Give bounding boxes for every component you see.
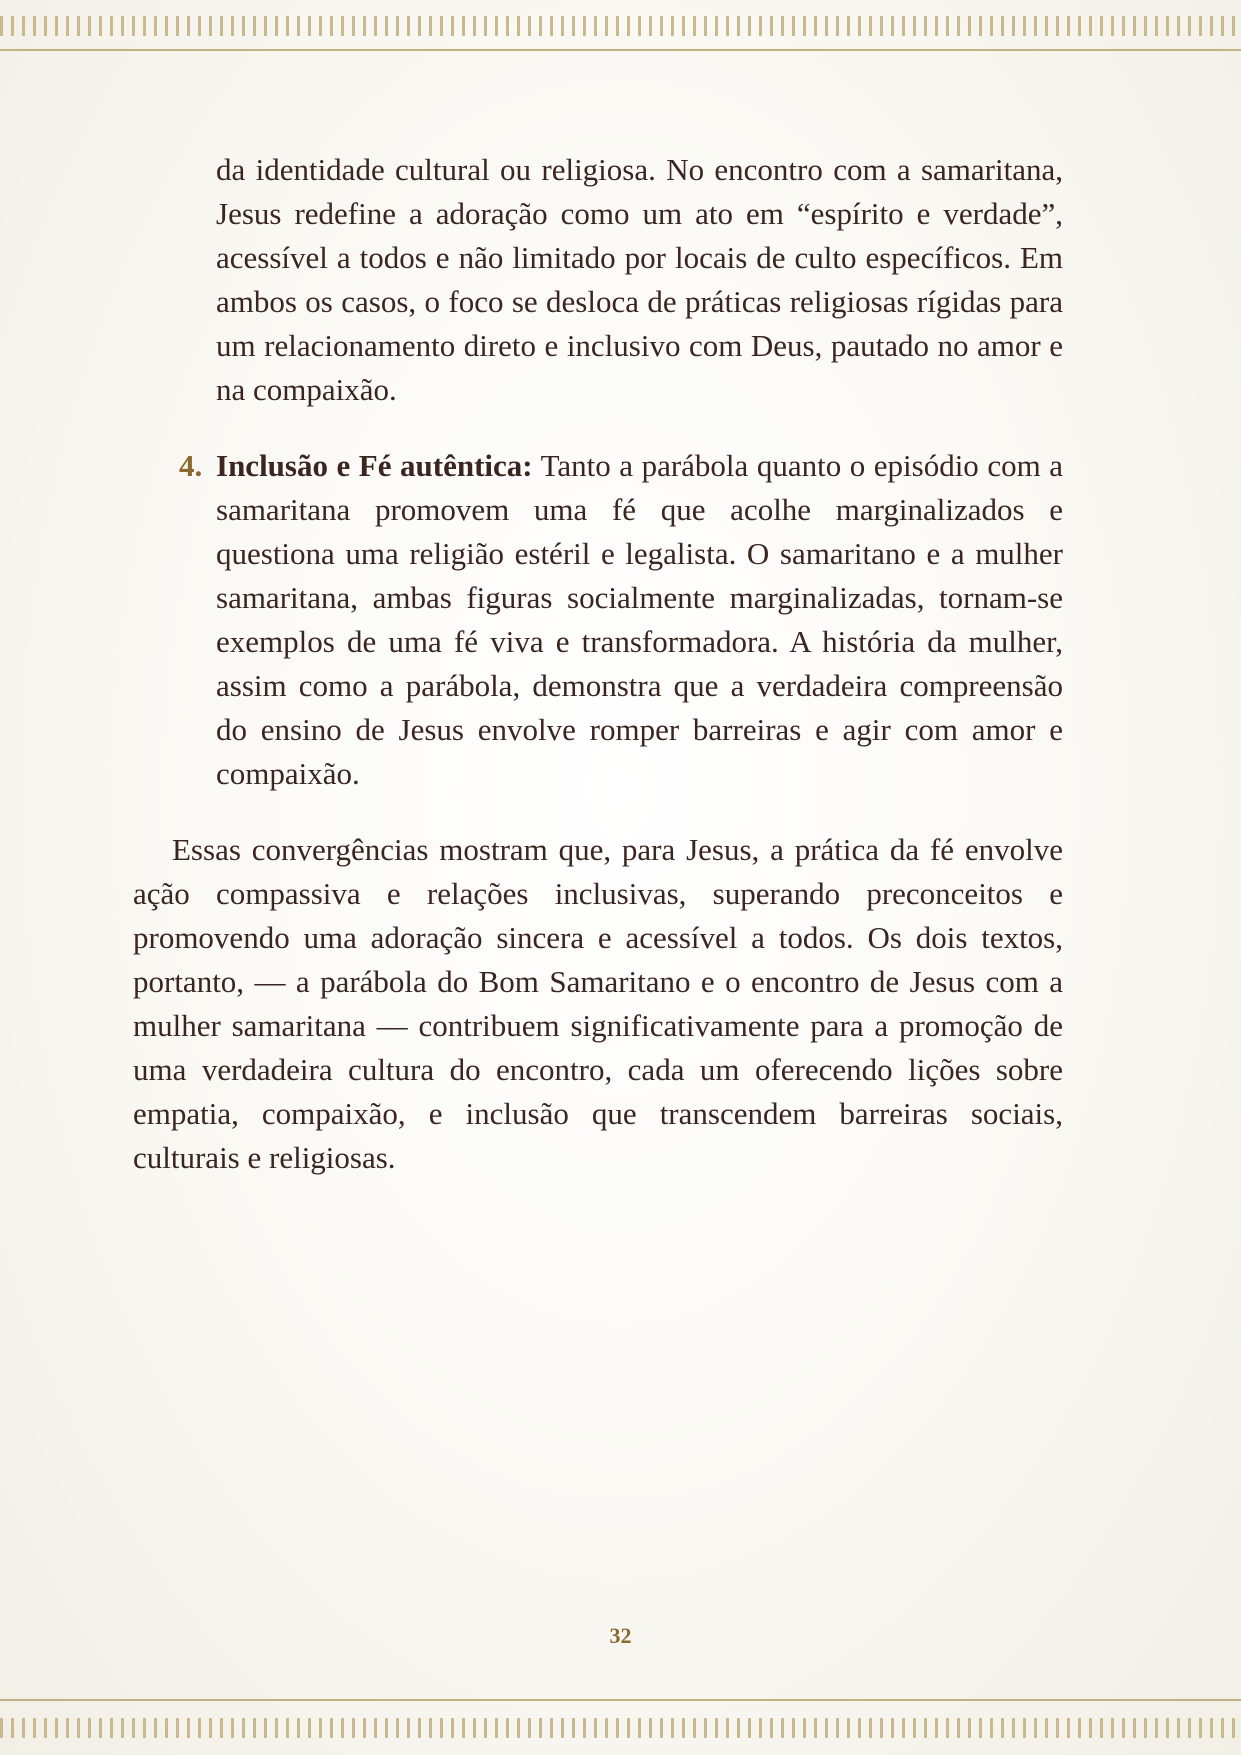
list-item-title: Inclusão e Fé autêntica:	[216, 448, 533, 483]
list-number: 4.	[179, 448, 203, 483]
top-border-line	[0, 49, 1241, 51]
bottom-decorative-border	[0, 1718, 1241, 1738]
bottom-border-line	[0, 1699, 1241, 1701]
page-number: 32	[609, 1623, 632, 1648]
continuation-paragraph: da identidade cultural ou religiosa. No encontro com a samaritana, Jesus redefine a adoração como um ato em “espírito e verdade”, acessível a todos e não limitado por locais de culto específicos. Em ambos os casos, o foco se desloca de práticas religiosas rígidas para um relacionamento direto e inclusivo com Deus, pautado no amor e na compaixão.	[216, 152, 1063, 407]
top-decorative-border	[0, 16, 1241, 36]
list-item-4	[133, 444, 1063, 796]
closing-paragraph: Essas convergências mostram que, para Jesus, a prática da fé envolve ação compassiva e relações inclusivas, superando preconceitos e promovendo uma adoração sincera e acessível a todos. Os dois textos, portanto, — a parábola do Bom Samaritano e o encontro de Jesus com a mulher samaritana — contribuem significativamente para a promoção de uma verdadeira cultura do encontro, cada um oferecendo lições sobre empatia, compaixão, e inclusão que transcendem barreiras sociais, culturais e religiosas.	[133, 832, 1063, 1175]
page-content	[133, 148, 1063, 1180]
list-item-text: Tanto a parábola quanto o episódio com a samaritana promovem uma fé que acolhe marginalizados e questiona uma religião estéril e legalista. O samaritano e a mulher samaritana, ambas figuras socialmente marginalizadas, tornam-se exemplos de uma fé viva e transformadora. A história da mulher, assim como a parábola, demonstra que a verdadeira compreensão do ensino de Jesus envolve romper barreiras e agir com amor e compaixão.	[216, 448, 1063, 791]
